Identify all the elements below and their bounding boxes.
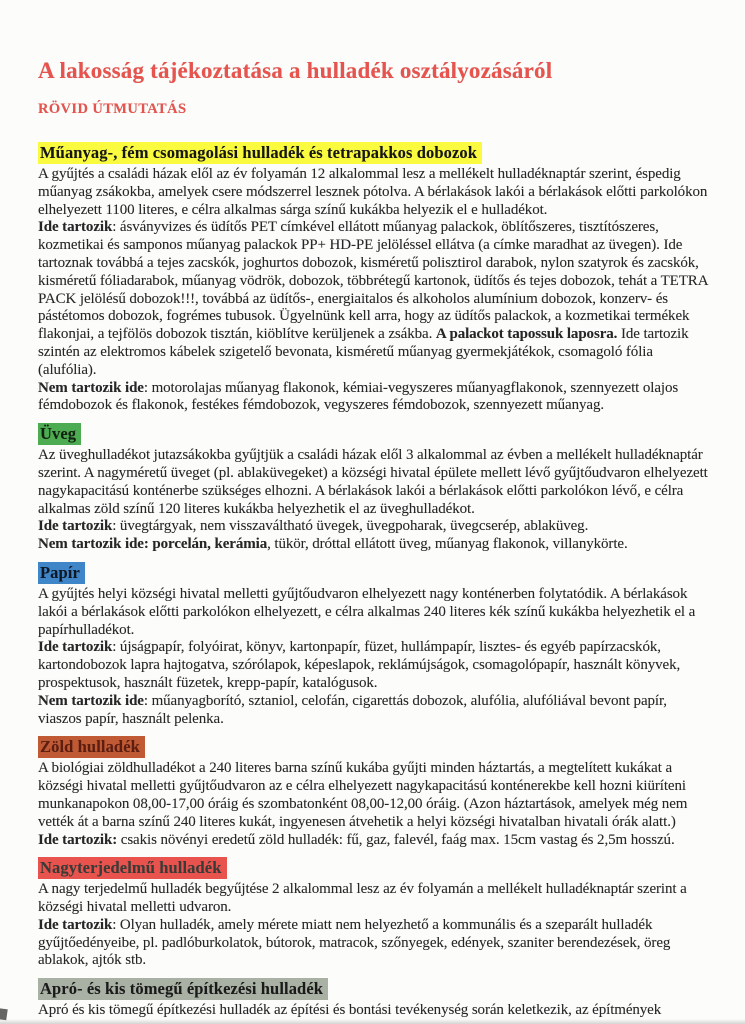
section-muanyag-fem-csomagolasi [38,142,712,415]
section-paragraph [38,760,712,831]
section-paragraph [38,219,712,379]
bold-text-run: Ide tartozik [38,518,113,535]
text-run: : Olyan hulladék, amely mérete miatt nem helyezhető a kommunális és a szeparált hulladék gyűjtőedényeibe, pl. padlóburkolatok, bútorok, matracok, szőnyegek, edények, szaniter berendezések, öreg ablakok, ajtók stb. [38,916,671,969]
text-run: : ásványvizes és üdítős PET címkével ellátott műanyag palackok, öblítőszeres, tisztítószeres, kozmetikai és samponos műanyag palackok PP+ HD-PE jelöléssel ellátva (a címke maradhat az üvegen). Ide tartoznak továbbá a tejes zacskók, joghurtos dobozok, kisméretű polisztirol darabok, nylon szatyrok és zacskók, kisméretű fóliadarabok, műanyag vödrök, dobozok, többrétegű kartonok, üdítős és tejes dobozok, tehát a TETRA PACK jelölésű dobozok!!!, továbbá az üdítős-, energiaitalos és alkoholos alumínium dobozok, konzerv- és pástétomos dobozok, fogrémes tubusok. Ügyelnünk kell arra, hogy az üdítős palackok, a kozmetikai termékek flakonjai, a tejfölös dobozok tisztán, kiöblítve kerüljenek a zsákba. [38,219,708,343]
section-paragraph [38,447,712,518]
text-run: , tükör, dróttal ellátott üveg, műanyag flakonok, villanykörte. [267,536,628,553]
section-papir [38,562,712,728]
bold-text-run: A palackot tapossuk laposra. [435,326,618,343]
text-run: Ide tartozik szintén az elektromos kábelek szigetelő bevonata, kisméretű műanyag gyermekjátékok, csomagoló fólia (alufólia). [38,326,689,378]
text-run: A gyűjtés a családi házak elől az év folyamán 12 alkalommal lesz a mellékelt hulladéknaptár szerint, éspedig műanyag zsákokba, amelyek csere módszerrel lesznek pótolva. A bérlakások lakói a bérlakások előtti parkolókon elhelyezett 1100 literes, e célra alkalmas sárga színű kukákba helyezik el e hulladékot. [38,166,708,218]
section-paragraph [38,380,712,416]
section-uveg [38,423,712,554]
section-paragraph [38,166,712,219]
section-heading [38,423,712,445]
section-paragraph [38,518,712,536]
text-run: A nagy terjedelmű hulladék begyűjtése 2 alkalommal lesz az év folyamán a mellékelt hulladéknaptár szerint a községi hivatal melletti udvaron. [38,881,687,916]
text-run: : újságpapír, folyóirat, könyv, kartonpapír, füzet, hullámpapír, lisztes- és egyéb papírzacskók, kartondobozok lapra hajtogatva, szórólapok, képeslapok, reklámújságok, csomagolópapír, használt könyvek, prospektusok, használt füzetek, krepp-papír, katalógusok. [38,639,681,691]
text-run: A biológiai zöldhulladékot a 240 literes barna színű kukába gyűjti minden háztartás, a megtelített kukákat a községi hivatal melletti gyűjtőudvaron az e célra elhelyezett nagykapacitású konténerekbe kell hozni kiüríteni munkanapokon 08,00-17,00 óráig és szombatonként 08,00-12,00 óráig. (Azon háztartások, amelyek még nem vették át a barna színű 240 literes kukát, ingyenesen átvehetik a helyi községi hivatalban hivatali órák alatt.) [38,760,688,830]
bold-text-run: Ide tartozik [38,916,113,933]
section-heading-highlight: Üveg [38,423,81,445]
text-run: Apró és kis tömegű építkezési hulladék az építési és bontási tevékenység során keletkezik, az építmények [38,1002,662,1019]
section-paragraph [38,586,712,639]
sections-container [38,142,712,1020]
text-run: : motorolajas műanyag flakonok, kémiai-vegyszeres műanyagflakonok, szennyezett olajos fémdobozok és flakonok, festékes fémdobozok, vegyszeres fémdobozok, szennyezett műanyag. [38,379,679,414]
section-paragraph [38,881,712,917]
section-paragraph [38,536,712,554]
text-run: Az üveghulladékot jutazsákokba gyűjtjük a családi házak elől 3 alkalommal az évben a mellékelt hulladéknaptár szerint. A nagyméretű üveget (pl. ablaküvegeket) a községi hivatal épülete mellett lévő gyűjtőudvaron elhelyezett nagykapacitású konténerbe szükséges elhozni. A bérlakások lakói a bérlakások előtti parkolókon lévő, e célra alkalmas zöld színű 120 literes kukákba helyezhetik el az üveghulladékot. [38,447,708,517]
section-paragraph [38,639,712,692]
page-subtitle: RÖVID ÚTMUTATÁS [38,101,187,117]
section-heading [38,562,712,584]
section-zold-hulladek [38,736,712,849]
section-heading [38,142,712,164]
section-heading [38,978,712,1000]
text-run: : műanyagborító, sztaniol, celofán, cigarettás dobozok, alufólia, alufóliával bevont papír, viaszos papír, használt pelenka. [38,692,667,727]
section-paragraph [38,693,712,729]
bold-text-run: Ide tartozik [38,639,113,656]
section-heading [38,736,712,758]
section-heading [38,857,712,879]
section-heading-highlight: Apró- és kis tömegű építkezési hulladék [38,978,328,1000]
text-run: A gyűjtés helyi községi hivatal melletti gyűjtőudvaron elhelyezett nagy konténerben folytatódik. A bérlakások lakói a bérlakások előtti parkolókon elhelyezett, e célra alkalmas 240 literes kék színű kukákba helyezhetik el a papírhulladékot. [38,585,696,638]
section-paragraph [38,1002,712,1020]
section-heading-highlight: Nagyterjedelmű hulladék [38,857,227,879]
bold-text-run: Ide tartozik: [38,831,118,848]
page-bottom-shade [0,1019,745,1024]
page-title: A lakosság tájékoztatása a hulladék osztályozásáról [38,58,553,83]
bold-text-run: Ide tartozik [38,219,113,236]
section-nagyterjedelmu-hulladek [38,857,712,970]
bold-text-run: Nem tartozik ide [38,692,144,709]
bold-text-run: Nem tartozik ide [38,379,144,396]
section-apro-epitkezesi-hulladek [38,978,712,1020]
section-heading-highlight: Zöld hulladék [38,736,145,758]
text-run: csakis növényi eredetű zöld hulladék: fű, gaz, falevél, faág max. 15cm vastag és 2,5m hosszú. [117,831,675,848]
section-heading-highlight: Papír [38,562,85,584]
bold-text-run: Nem tartozik ide: porcelán, kerámia [38,536,268,553]
section-paragraph [38,832,712,850]
text-run: : üvegtárgyak, nem visszaváltható üvegek, üvegpoharak, üvegcserép, ablaküveg. [112,518,589,535]
section-paragraph [38,917,712,970]
section-heading-highlight: Műanyag-, fém csomagolási hulladék és tetrapakkos dobozok [38,142,482,164]
